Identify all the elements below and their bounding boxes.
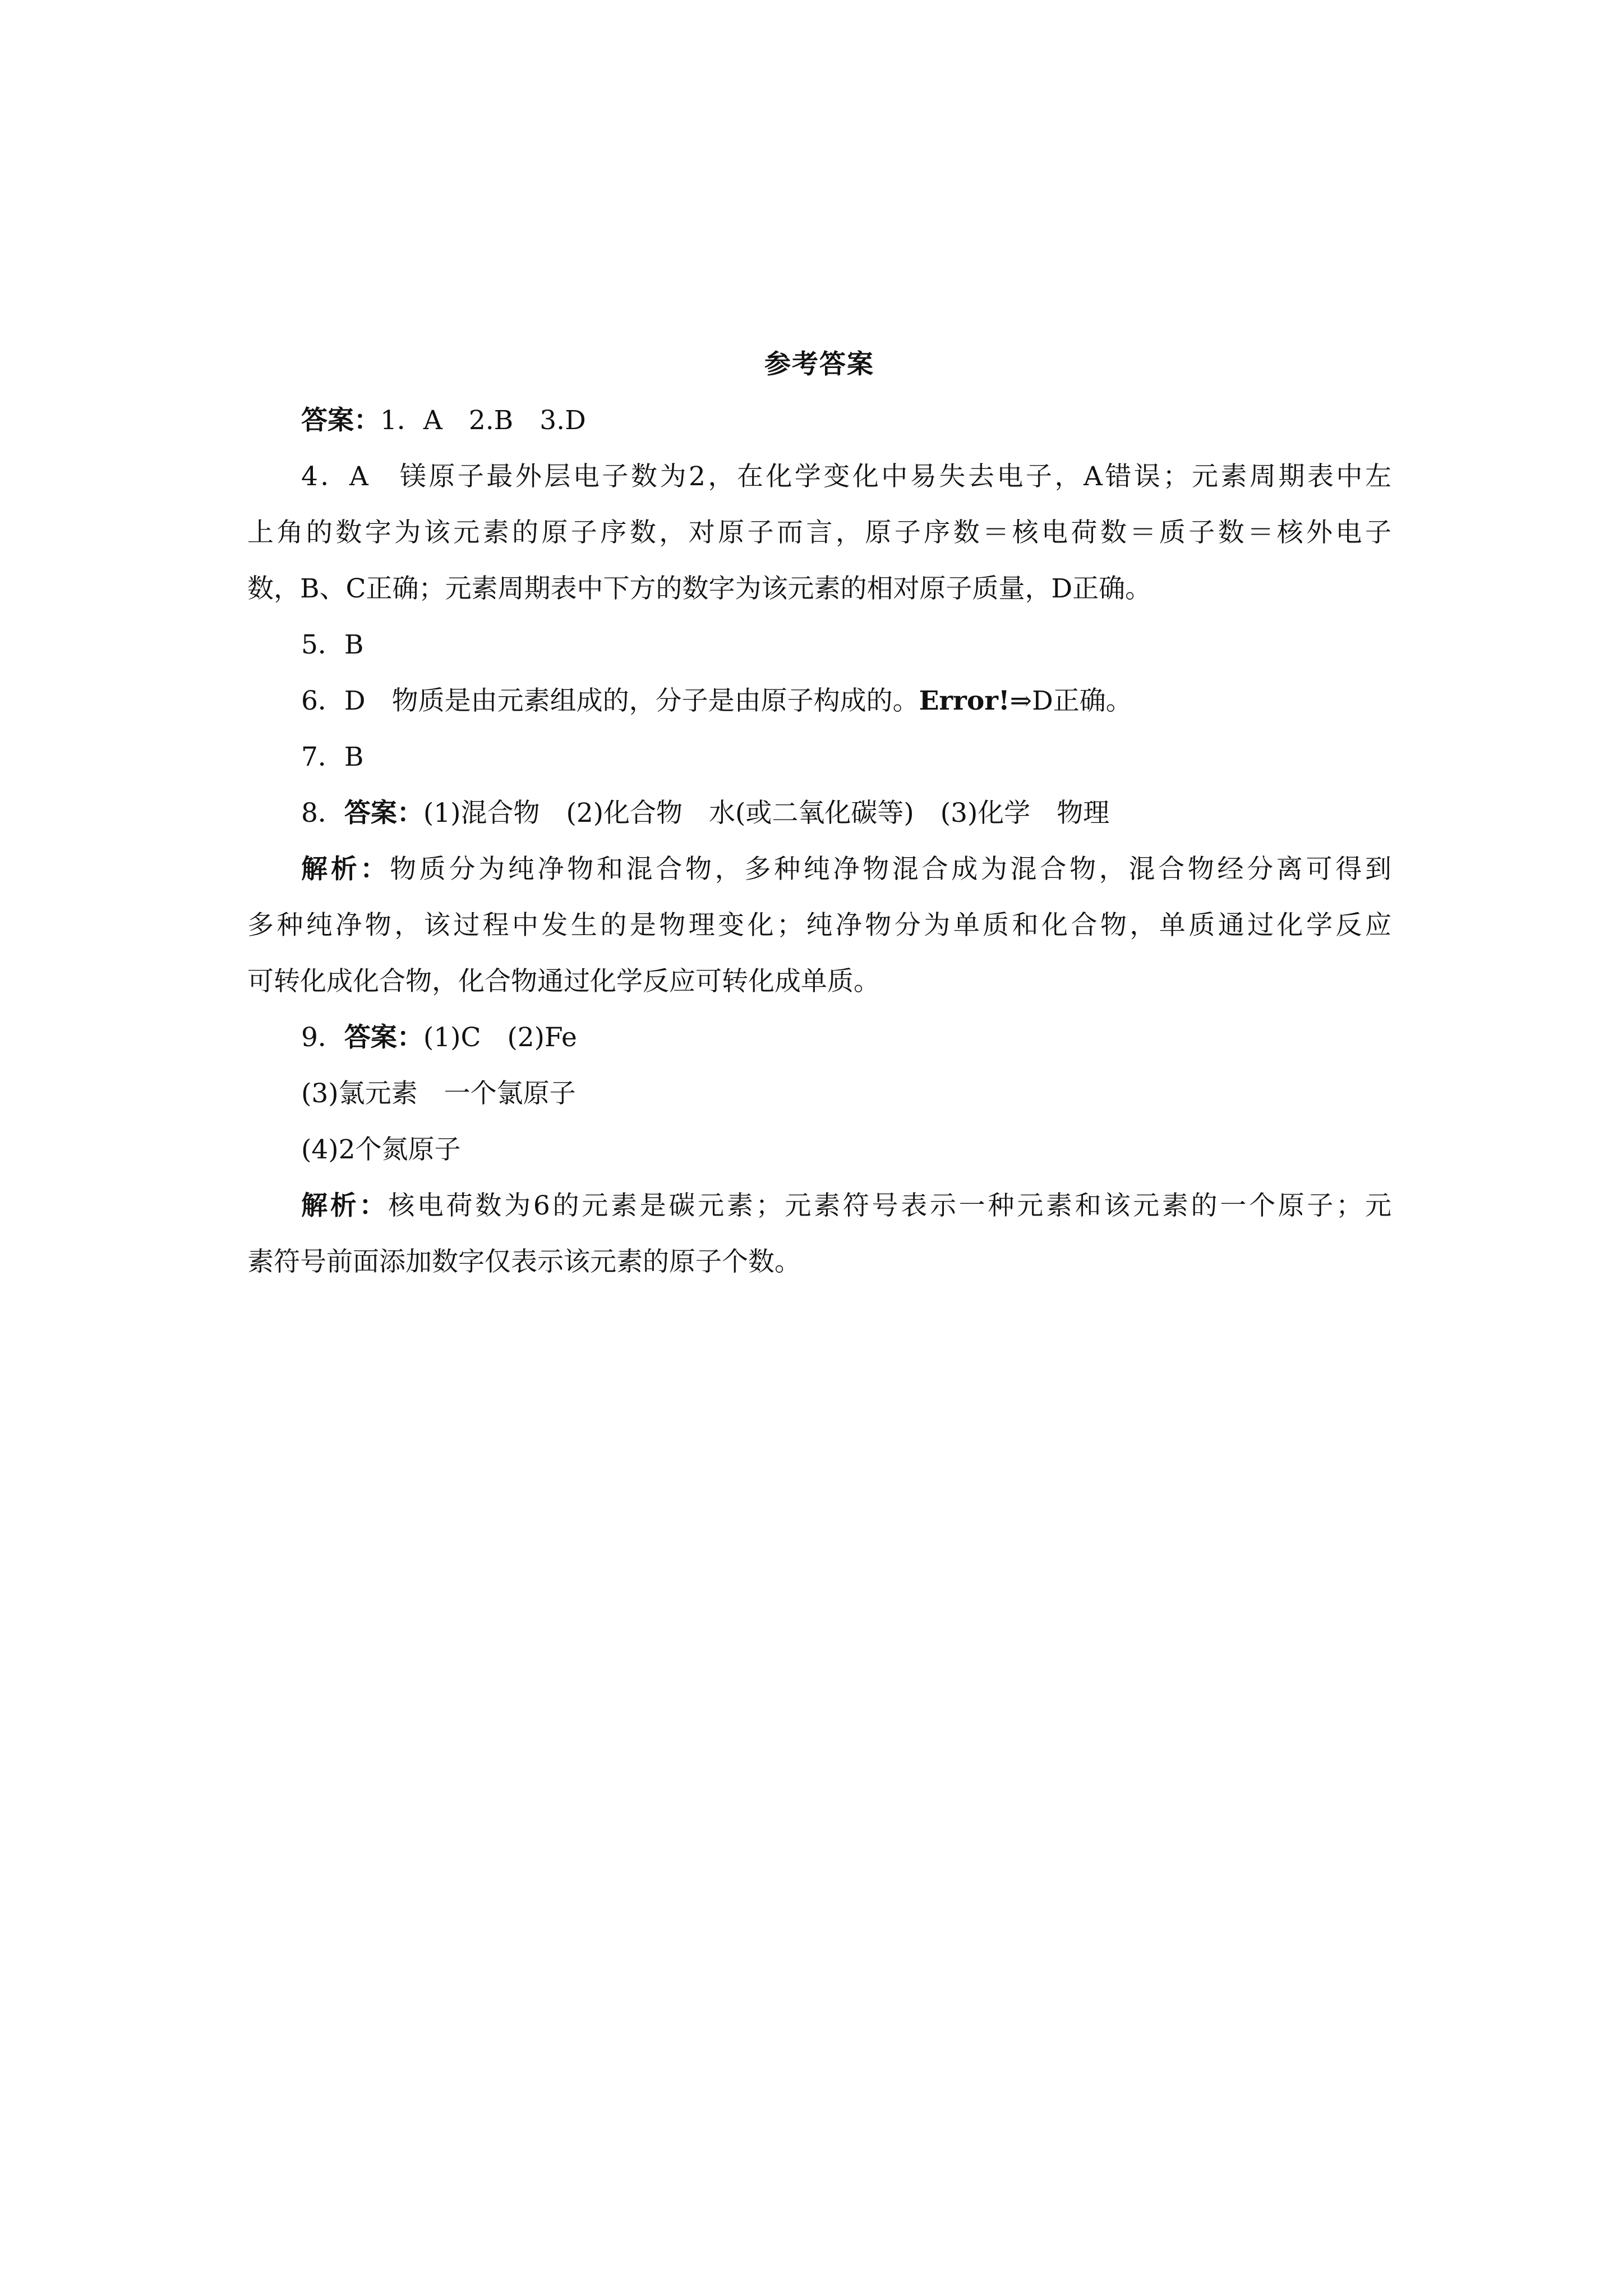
analysis-q9-line2: 素符号前面添加数字仅表示该元素的原子个数。 — [247, 1246, 801, 1277]
answer-q4-line2: 上角的数字为该元素的原子序数，对原子而言，原子序数＝核电荷数＝质子数＝核外电子 — [247, 517, 1391, 548]
answer-q9 — [247, 1010, 1391, 1066]
analysis-label: 解析： — [301, 854, 390, 885]
answer-q9-sub3: (3)氯元素 一个氯原子 — [301, 1078, 576, 1109]
error-field-text: Error! — [919, 685, 1010, 716]
answer-q7: 7．B — [301, 742, 364, 772]
answer-q6-suffix: ⇒D正确。 — [1009, 685, 1132, 716]
answer-text: (1)C (2)Fe — [423, 1022, 577, 1053]
answer-text: 1．A 2.B 3.D — [380, 405, 586, 436]
question-number: 9． — [301, 1022, 344, 1053]
answer-content — [247, 337, 1391, 1290]
analysis-q8-line2: 多种纯净物，该过程中发生的是物理变化；纯净物分为单质和化合物，单质通过化学反应 — [247, 910, 1391, 941]
answer-q6-prefix: 6．D 物质是由元素组成的，分子是由原子构成的。 — [301, 685, 919, 716]
answer-label: 答案： — [344, 1022, 423, 1053]
answer-text: (1)混合物 (2)化合物 水(或二氧化碳等) (3)化学 物理 — [423, 798, 1110, 829]
question-number: 8． — [301, 798, 344, 829]
answer-q8 — [247, 785, 1391, 841]
analysis-q9-line1 — [247, 1178, 1391, 1234]
answer-q5: 5．B — [301, 629, 364, 660]
analysis-text: 核电荷数为6的元素是碳元素；元素符号表示一种元素和该元素的一个原子；元 — [388, 1190, 1392, 1221]
answer-label: 答案： — [344, 798, 423, 829]
analysis-q8-line3: 可转化成化合物，化合物通过化学反应可转化成单质。 — [247, 966, 880, 997]
page-title: 参考答案 — [764, 349, 874, 380]
analysis-label: 解析： — [301, 1190, 389, 1221]
answer-q9-sub4: (4)2个氮原子 — [301, 1134, 461, 1165]
analysis-text: 物质分为纯净物和混合物，多种纯净物混合成为混合物，混合物经分离可得到 — [390, 854, 1392, 885]
answer-q4-line1: 4．A 镁原子最外层电子数为2，在化学变化中易失去电子，A错误；元素周期表中左 — [301, 461, 1391, 492]
analysis-q8-line1 — [247, 841, 1391, 898]
answer-q1-3 — [247, 393, 1391, 449]
answer-q6 — [247, 673, 1391, 729]
answer-label: 答案： — [301, 405, 380, 436]
answer-q4-line3: 数，B、C正确；元素周期表中下方的数字为该元素的相对原子质量，D正确。 — [247, 573, 1152, 604]
